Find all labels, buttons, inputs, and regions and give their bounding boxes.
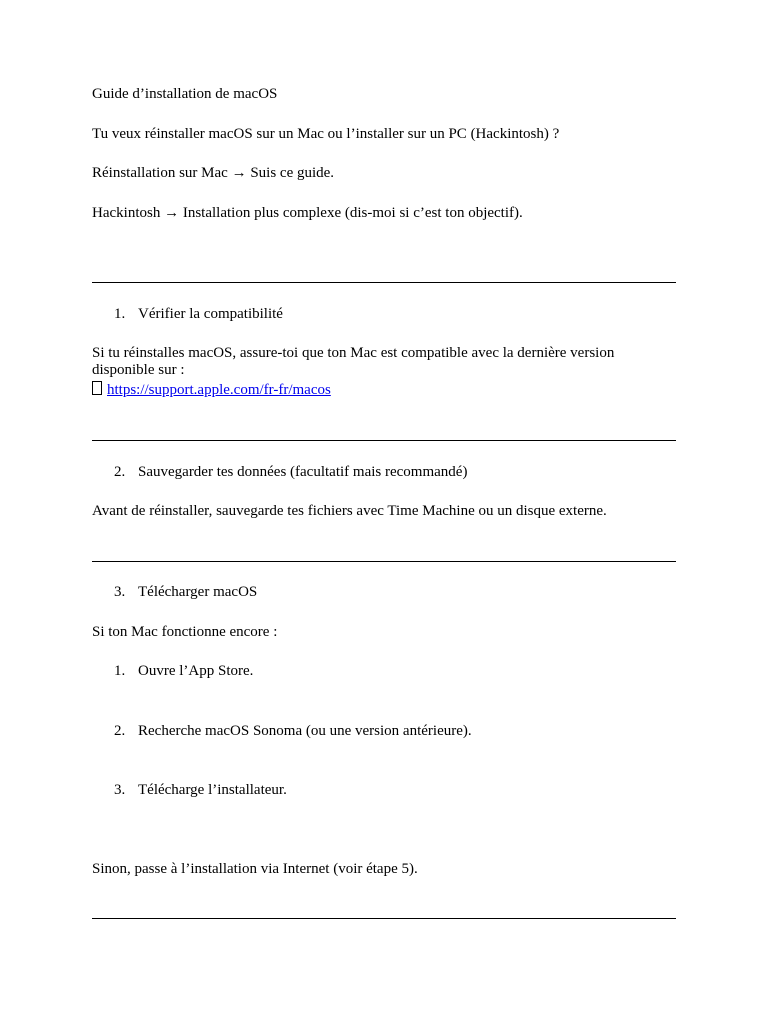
step3-number: 3.: [114, 584, 126, 600]
substep-number: 2.: [114, 723, 126, 739]
step1-paragraph: Si tu réinstalles macOS, assure-toi que ton Mac est compatible avec la dernière version disponible sur :: [92, 345, 615, 378]
step1-link-line: [92, 381, 331, 399]
link-icon: [92, 381, 102, 395]
list-item: [114, 662, 253, 680]
section-divider: [92, 918, 676, 919]
step2-paragraph: Avant de réinstaller, sauvegarde tes fichiers avec Time Machine ou un disque externe.: [92, 503, 607, 519]
substep-text: Télécharge l’installateur.: [138, 782, 287, 798]
intro-option-mac: [92, 164, 334, 182]
substep-number: 3.: [114, 782, 126, 798]
step3-heading-text: Télécharger macOS: [138, 584, 258, 600]
option-hack-label: Hackintosh: [92, 205, 161, 221]
option-mac-label: Réinstallation sur Mac: [92, 165, 228, 181]
option-mac-text: Suis ce guide.: [250, 165, 335, 181]
option-hack-text: Installation plus complexe (dis-moi si c’est ton objectif).: [182, 205, 523, 221]
list-item: [114, 781, 287, 799]
intro-option-hackintosh: [92, 204, 523, 222]
step3-heading: [114, 583, 257, 601]
apple-support-link[interactable]: https://support.apple.com/fr-fr/macos: [107, 382, 331, 398]
step1-heading-text: Vérifier la compatibilité: [138, 306, 283, 322]
step3-fallback: Sinon, passe à l’installation via Internet (voir étape 5).: [92, 861, 418, 877]
section-divider: [92, 561, 676, 562]
substep-number: 1.: [114, 663, 126, 679]
step2-number: 2.: [114, 464, 126, 480]
substep-text: Recherche macOS Sonoma (ou une version antérieure).: [138, 723, 472, 739]
section-divider: [92, 282, 676, 283]
step1-number: 1.: [114, 306, 126, 322]
step3-paragraph: Si ton Mac fonctionne encore :: [92, 624, 278, 640]
document-title: Guide d’installation de macOS: [92, 86, 278, 102]
substep-text: Ouvre l’App Store.: [138, 663, 254, 679]
step1-heading: [114, 305, 283, 323]
intro-question: Tu veux réinstaller macOS sur un Mac ou l’installer sur un PC (Hackintosh) ?: [92, 126, 560, 142]
arrow-right-icon: →: [231, 165, 247, 181]
arrow-right-icon: →: [164, 205, 180, 221]
step2-heading: [114, 463, 467, 481]
list-item: [114, 722, 472, 740]
step2-heading-text: Sauvegarder tes données (facultatif mais recommandé): [138, 464, 468, 480]
section-divider: [92, 440, 676, 441]
